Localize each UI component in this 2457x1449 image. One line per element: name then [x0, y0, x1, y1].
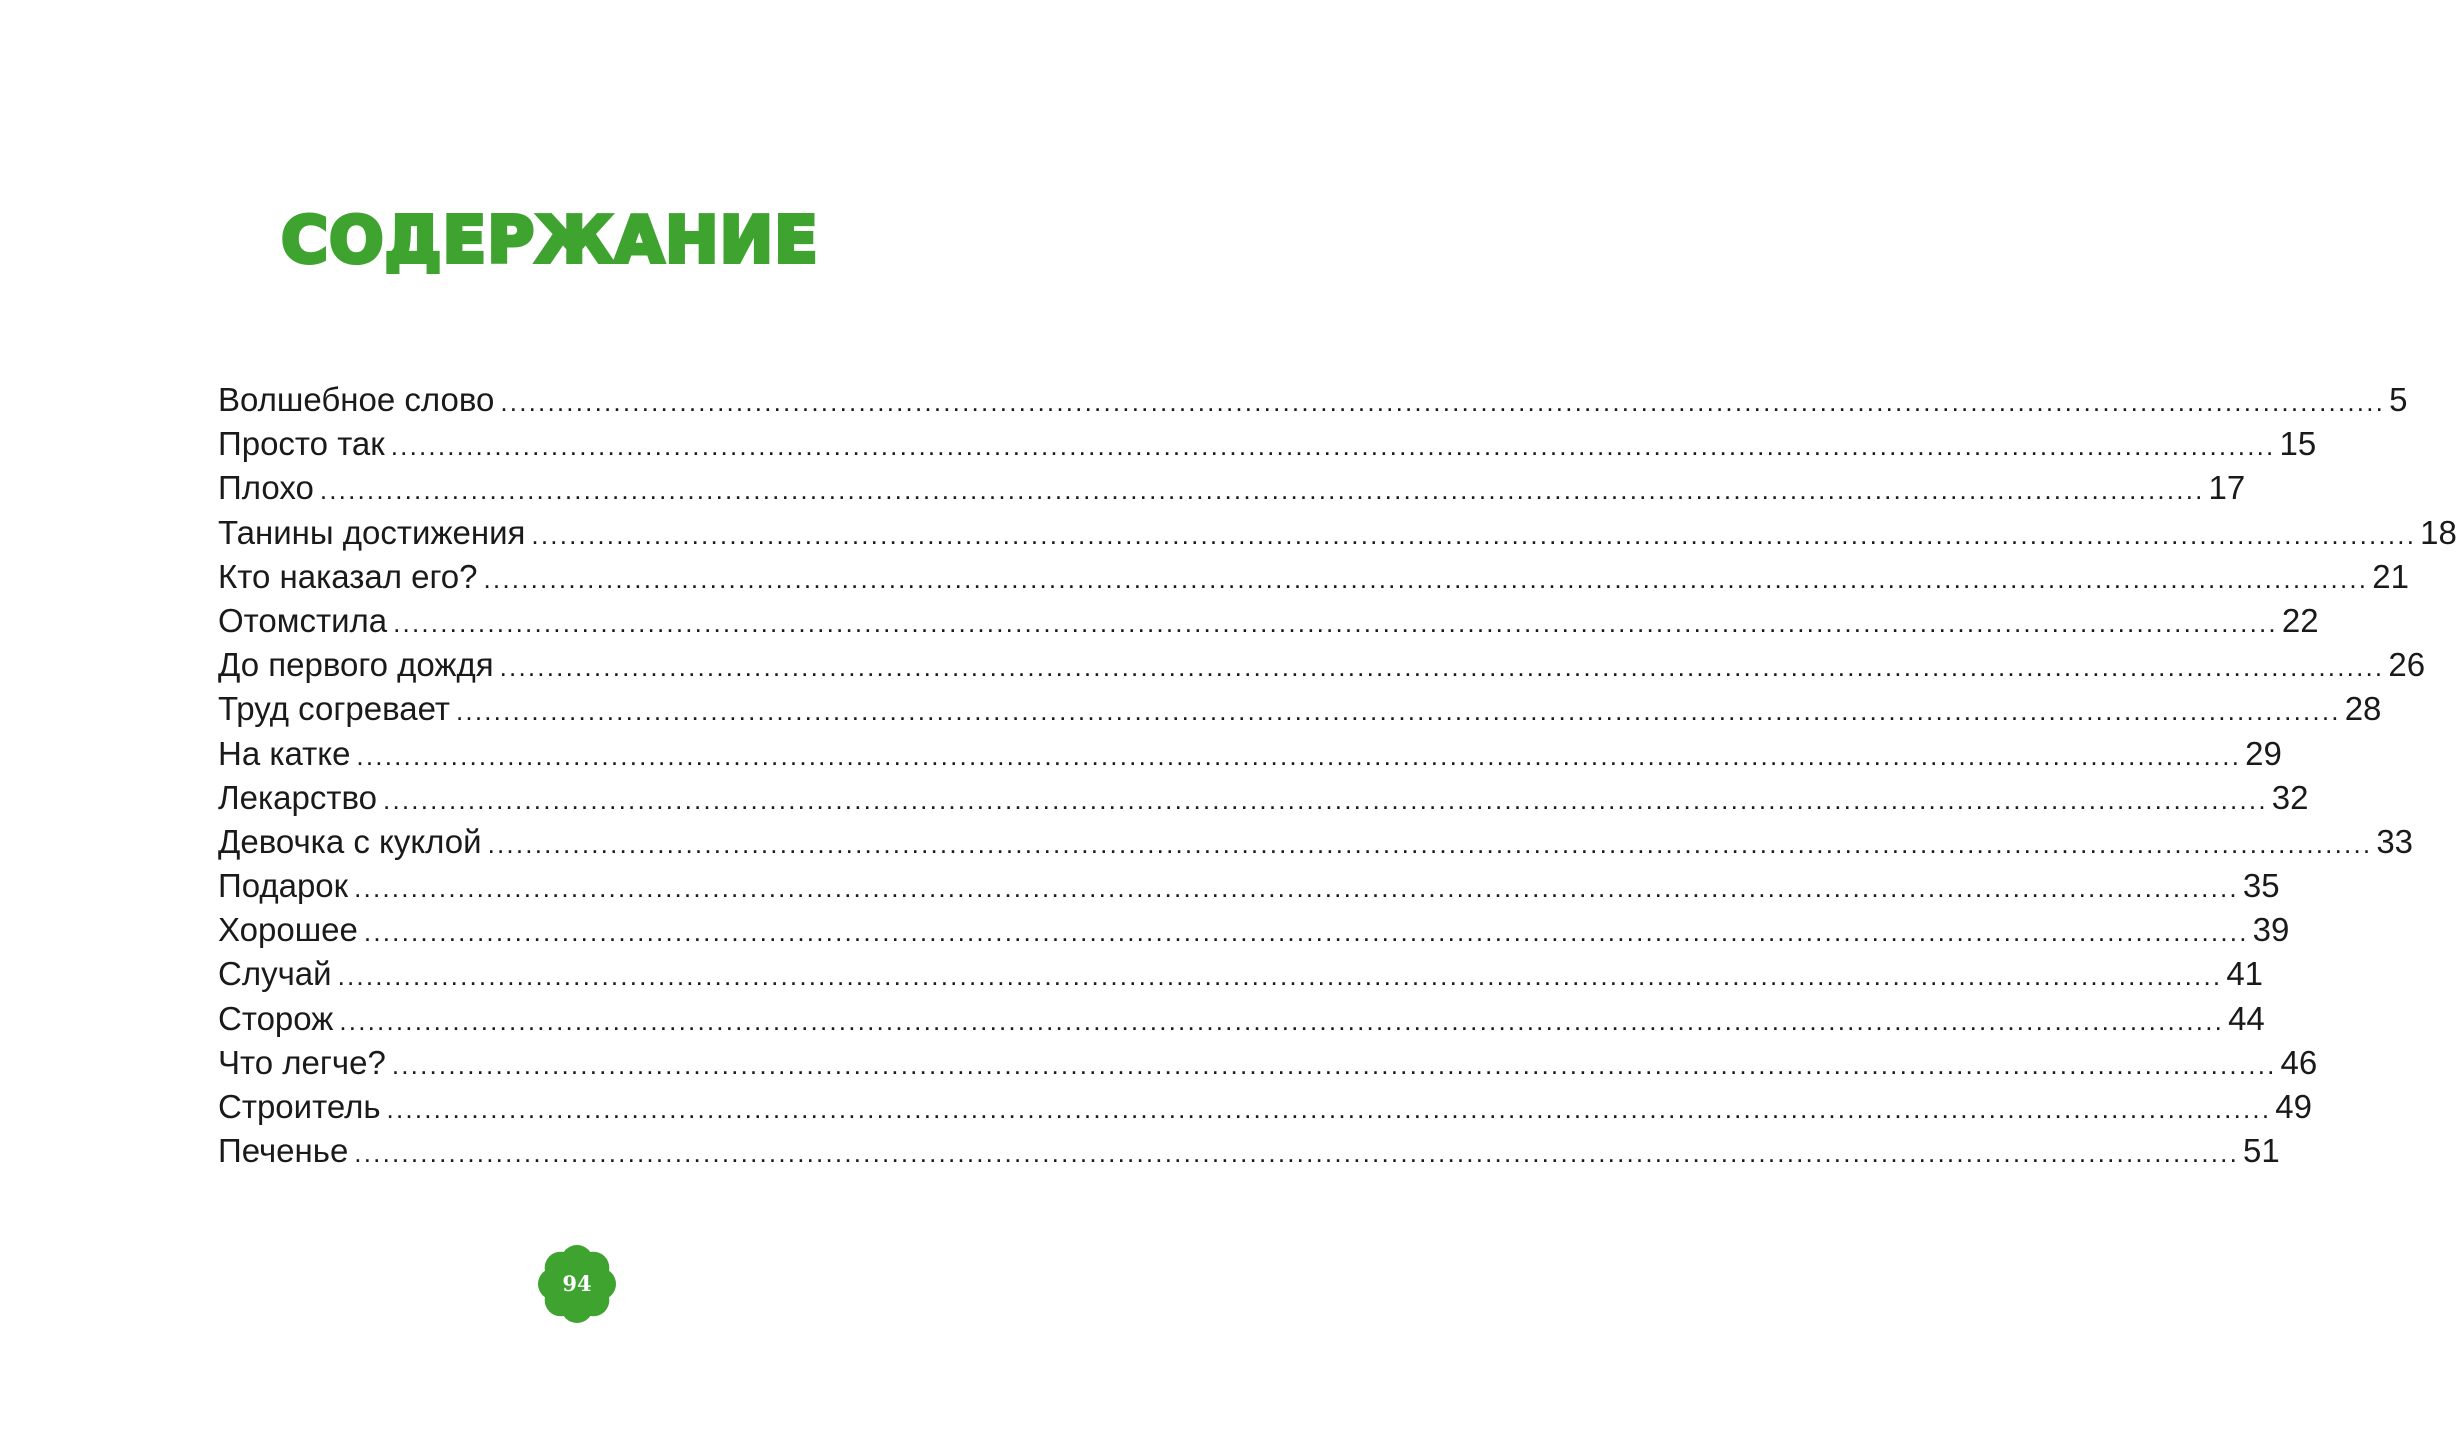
- toc-entry-title: Лекарство: [218, 778, 378, 816]
- toc-entry-title: До первого дождя: [218, 646, 494, 684]
- toc-entry-title: Случай: [218, 955, 332, 993]
- toc-entry-page: 18: [2420, 513, 2457, 551]
- toc-entry[interactable]: [218, 820, 2414, 864]
- toc-entry[interactable]: [218, 466, 2246, 510]
- toc-entry[interactable]: [218, 422, 2317, 466]
- toc-entry-page: 22: [2281, 601, 2319, 639]
- page-title: СОДЕРЖАНИЕ: [281, 204, 819, 278]
- dot-leader: ........................................................................................................................................................................................................: [500, 387, 2386, 417]
- page-number: 94: [562, 1271, 592, 1296]
- dot-leader: ........................................................................................................................................................................................................: [386, 1094, 2272, 1124]
- toc-entry-page: 28: [2344, 690, 2382, 728]
- toc-entry-title: Кто наказал его?: [218, 557, 478, 595]
- toc-entry-page: 17: [2208, 469, 2246, 507]
- toc-entry-title: Плохо: [218, 469, 314, 507]
- dot-leader: ........................................................................................................................................................................................................: [393, 607, 2278, 638]
- table-of-contents: [218, 378, 2457, 1173]
- toc-entry-title: Подарок: [218, 867, 349, 905]
- toc-entry[interactable]: [218, 776, 2309, 820]
- toc-entry[interactable]: [218, 908, 2290, 952]
- toc-entry[interactable]: [218, 1129, 2280, 1173]
- dot-leader: ........................................................................................................................................................................................................: [483, 563, 2369, 594]
- toc-entry-page: 32: [2271, 778, 2309, 816]
- toc-entry-title: Печенье: [218, 1132, 349, 1170]
- toc-entry[interactable]: [218, 732, 2282, 776]
- toc-entry[interactable]: [218, 1041, 2318, 1085]
- toc-entry-title: Труд согревает: [218, 690, 450, 728]
- dot-leader: ........................................................................................................................................................................................................: [339, 1005, 2225, 1036]
- toc-entry[interactable]: [218, 864, 2280, 908]
- toc-entry[interactable]: [218, 997, 2265, 1041]
- dot-leader: ........................................................................................................................................................................................................: [354, 1138, 2240, 1169]
- toc-entry-page: 21: [2372, 557, 2409, 595]
- toc-entry[interactable]: [218, 952, 2264, 996]
- dot-leader: ........................................................................................................................................................................................................: [487, 828, 2373, 859]
- toc-entry-page: 41: [2226, 955, 2264, 993]
- toc-entry[interactable]: [218, 555, 2409, 599]
- toc-entry-page: 49: [2275, 1088, 2312, 1125]
- toc-entry-title: Строитель: [218, 1088, 381, 1125]
- toc-entry-page: 26: [2388, 646, 2426, 684]
- toc-entry-page: 35: [2242, 867, 2280, 905]
- toc-entry-page: 5: [2389, 381, 2408, 418]
- dot-leader: ........................................................................................................................................................................................................: [499, 652, 2385, 683]
- toc-entry-page: 33: [2376, 822, 2414, 860]
- toc-entry-title: Отомстила: [218, 601, 388, 639]
- toc-entry[interactable]: [218, 643, 2426, 687]
- toc-entry-title: Что легче?: [218, 1043, 386, 1081]
- toc-entry[interactable]: [218, 599, 2319, 643]
- dot-leader: ........................................................................................................................................................................................................: [390, 431, 2276, 462]
- dot-leader: ........................................................................................................................................................................................................: [337, 961, 2223, 992]
- toc-entry-title: Просто так: [218, 425, 385, 463]
- toc-entry-title: Волшебное слово: [218, 381, 495, 418]
- toc-entry-page: 15: [2279, 425, 2317, 463]
- toc-entry-title: Хорошее: [218, 911, 358, 949]
- dot-leader: ........................................................................................................................................................................................................: [319, 475, 2205, 506]
- toc-entry-page: 29: [2245, 734, 2282, 772]
- toc-entry[interactable]: [218, 687, 2382, 731]
- toc-entry[interactable]: [218, 378, 2408, 422]
- toc-entry-page: 39: [2252, 911, 2290, 949]
- dot-leader: ........................................................................................................................................................................................................: [356, 740, 2242, 771]
- toc-entry-title: Танины достижения: [218, 513, 526, 551]
- toc-entry-title: На катке: [218, 734, 351, 772]
- dot-leader: ........................................................................................................................................................................................................: [531, 519, 2417, 550]
- toc-entry-title: Сторож: [218, 999, 334, 1037]
- toc-entry-page: 46: [2280, 1043, 2318, 1081]
- toc-entry[interactable]: [218, 511, 2457, 555]
- toc-entry[interactable]: [218, 1085, 2312, 1129]
- page-number-badge: [534, 1241, 620, 1327]
- dot-leader: ........................................................................................................................................................................................................: [363, 917, 2249, 948]
- dot-leader: ........................................................................................................................................................................................................: [383, 784, 2268, 815]
- dot-leader: ........................................................................................................................................................................................................: [354, 873, 2239, 904]
- dot-leader: ........................................................................................................................................................................................................: [455, 696, 2341, 727]
- dot-leader: ........................................................................................................................................................................................................: [391, 1049, 2277, 1080]
- toc-entry-page: 44: [2228, 999, 2265, 1037]
- toc-entry-page: 51: [2243, 1132, 2280, 1170]
- toc-entry-title: Девочка с куклой: [218, 822, 482, 860]
